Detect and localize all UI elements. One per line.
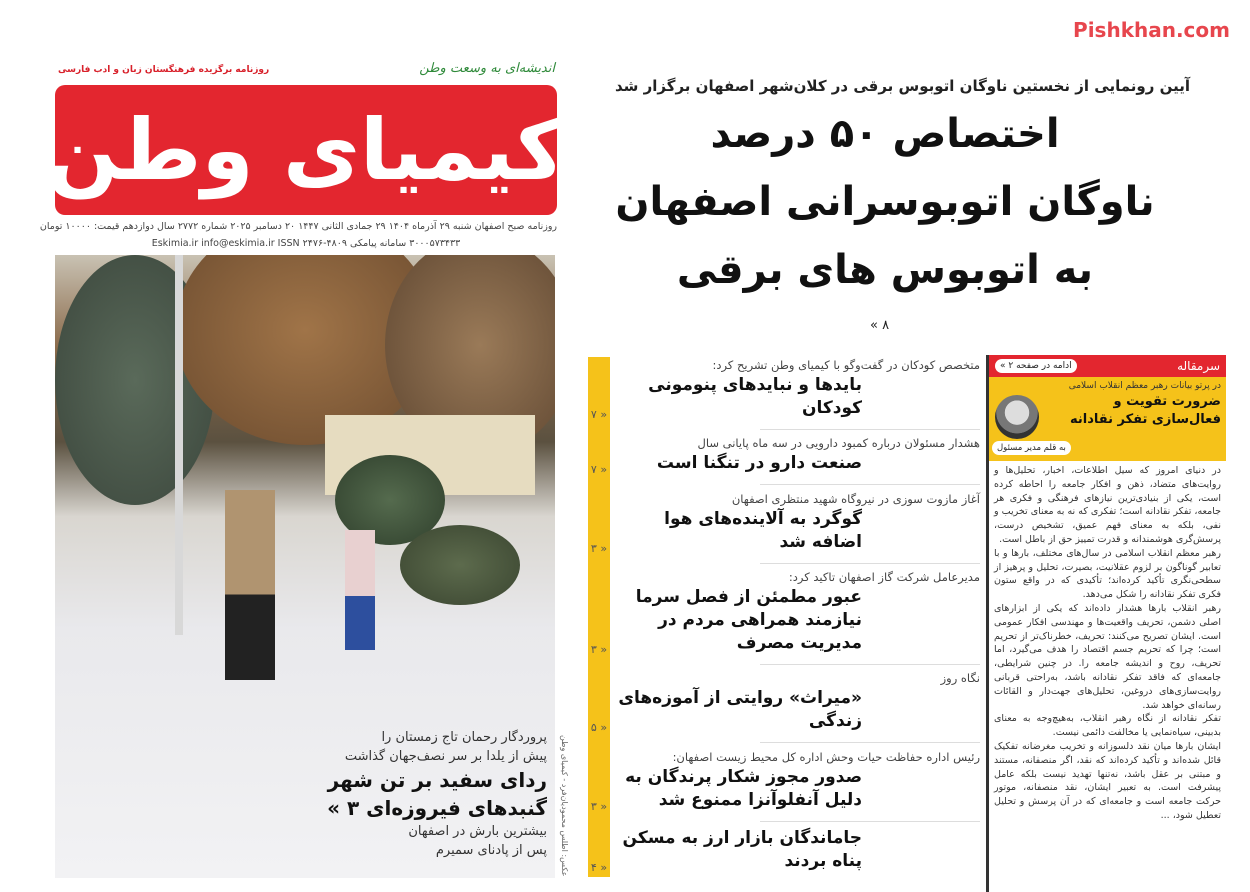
slogan: اندیشه‌ای به وسعت وطن <box>419 61 555 76</box>
masthead-title: کیمیای وطن <box>46 101 566 199</box>
item-kicker: متخصص کودکان در گفت‌وگو با کیمیای وطن تشریح کرد: <box>712 358 980 372</box>
news-list <box>588 357 980 877</box>
headline-line: به اتوبوس های برقی <box>676 247 1094 293</box>
editorial-kicker: در پرتو بیانات رهبر معظم انقلاب اسلامی <box>1068 381 1221 391</box>
editorial <box>986 355 1226 892</box>
news-item[interactable] <box>588 491 980 558</box>
item-headline[interactable]: عبور مطمئن از فصل سرما نیازمند همراهی مردم در مدیریت مصرف <box>635 586 862 653</box>
item-kicker: آغاز مازوت سوزی در نیروگاه شهید منتظری اصفهان <box>731 491 980 506</box>
watermark: Pishkhan.com <box>1073 18 1230 42</box>
page-ref[interactable]: ۷ » <box>590 408 608 421</box>
author-photo <box>995 395 1039 439</box>
divider <box>760 742 980 743</box>
news-item[interactable] <box>588 670 980 737</box>
paragraph: رهبر انقلاب بارها هشدار داده‌اند که یکی از ابزارهای اصلی دشمن، تحریف واقعیت‌ها و مهندسی افکار عمومی است. ایشان تصریح می‌کنند: تحریف، خطرناک‌تر از تحریم است؛ چرا که تحریم جسم اقتصاد را هدف می‌گیرد، اما تحریف، روح و اندیشه جامعه را. در چنین شرایطی، جامعه‌ای که فاقد تفکر نقادانه باشد، به‌راحتی قربانی روایت‌سازی‌های دروغین، تحلیل‌های جهت‌دار و القائات رسانه‌ای خواهد شد. <box>994 602 1221 711</box>
photo-kicker: پیش از یلدا بر سر نصف‌جهان گذاشت <box>344 749 547 764</box>
cover-photo <box>55 255 555 878</box>
photo-caption <box>287 728 547 860</box>
divider <box>760 664 980 665</box>
photo-subtitle: بیشترین بارش در اصفهان <box>408 824 547 839</box>
photo-subtitle: پس از پادنای سمیرم <box>435 843 547 858</box>
paragraph: تفکر نقادانه از نگاه رهبر انقلاب، به‌هیچ‌وجه به معنای بدبینی، سیاه‌نمایی یا مخالفت دائمی نیست. <box>994 713 1221 739</box>
photo-pole <box>175 255 183 635</box>
news-item[interactable] <box>588 435 980 479</box>
item-headline[interactable]: صنعت دارو در تنگنا است <box>656 453 862 474</box>
photo-headline[interactable]: ردای سفید بر تن شهر <box>327 768 547 792</box>
news-item[interactable] <box>588 357 980 424</box>
item-headline[interactable]: صدور مجوز شکار پرندگان به دلیل آنفلوآنزا ممنوع شد <box>625 766 862 810</box>
news-item[interactable] <box>588 827 980 877</box>
paragraph: در دنیای امروز که سیل اطلاعات، اخبار، تحلیل‌ها و روایت‌های متضاد، ذهن و افکار جامعه را احاطه کرده است، یکی از بنیادی‌ترین نیازهای فرهنگی و فکری هر جامعه، تفکر نقادانه است؛ تفکری که نه به معنای تخریب و نفی، بلکه به معنای فهم عمیق، تشخیص درست، پرسش‌گری هوشمندانه و قدرت تمییز حق از باطل است. <box>994 465 1221 545</box>
page-ref[interactable]: ۸ » <box>870 318 890 333</box>
page-ref[interactable]: ۵ » <box>590 721 608 735</box>
item-headline[interactable]: «میراث» روایتی از آموزه‌های زندگی <box>618 688 862 732</box>
divider <box>760 563 980 564</box>
divider <box>760 821 980 822</box>
item-headline[interactable]: جاماندگان بازار ارز به مسکن پناه بردند <box>622 827 862 871</box>
news-item[interactable] <box>588 569 980 659</box>
divider <box>760 484 980 485</box>
photo-person <box>225 490 275 680</box>
continued-link[interactable]: ادامه در صفحه ۲ » <box>995 359 1077 373</box>
item-kicker: هشدار مسئولان درباره کمبود دارویی در سه ماه پایانی سال <box>697 436 980 451</box>
photo-kicker: پروردگار رحمان تاج زمستان را <box>381 730 547 745</box>
page-ref[interactable]: ۴ » <box>590 860 608 874</box>
page-ref[interactable]: ۳ » <box>590 642 608 656</box>
paragraph: ایشان بارها میان نقد دلسوزانه و تخریب مغرضانه تفکیک قائل شده‌اند و تأکید کرده‌اند که نقد، اگر منصفانه، مستند و مبتنی بر عقل باشد، نه‌تنها تهدید نیست بلکه عامل پیشرفت است. به تعبیر ایشان، نقد منصفانه، موتور حرکت جامعه است و جامعه‌ای که در آن پرسش و تحلیل تعطیل شود، ... <box>994 740 1221 821</box>
photo-child <box>345 530 375 650</box>
photo-bush <box>400 525 520 605</box>
news-item[interactable] <box>588 749 980 816</box>
divider <box>760 429 980 430</box>
issue-info: روزنامه صبح اصفهان شنبه ۲۹ آذرماه ۱۴۰۴ ۲۹ جمادی الثانی ۱۴۴۷ ۲۰ دسامبر ۲۰۲۵ شماره ۲۷۷۲ سال دوازدهم قیمت: ۱۰۰۰۰ تومان <box>39 221 557 232</box>
byline: به قلم مدیر مسئول <box>992 441 1071 455</box>
photo-headline[interactable]: گنبدهای فیروزه‌ای ۳ » <box>327 796 547 820</box>
page-ref[interactable]: ۳ » <box>590 541 608 555</box>
page-ref[interactable]: ۷ » <box>590 463 608 477</box>
lead-headline[interactable] <box>575 100 1195 304</box>
paragraph: رهبر معظم انقلاب اسلامی در سال‌های مختلف، بارها و با تعابیر گوناگون بر لزوم عقلانیت، بصیرت، تحلیل و پرهیز از سطحی‌نگری تأکید کرده‌اند؛ تأکیدی که در واقع ستون فکری تفکر نقادانه را شکل می‌دهد. <box>994 547 1221 601</box>
lead-kicker: آیین رونمایی از نخستین ناوگان اتوبوس برقی در کلان‌شهر اصفهان برگزار شد <box>615 77 1190 95</box>
editorial-title[interactable]: فعال‌سازی تفکر نقادانه <box>1069 412 1221 427</box>
editorial-header <box>989 355 1226 377</box>
item-kicker: رئیس اداره حفاظت حیات وحش اداره کل محیط زیست اصفهان: <box>672 749 980 764</box>
masthead-logo <box>46 85 566 215</box>
headline-line: اختصاص ۵۰ درصد <box>710 111 1060 157</box>
page-ref[interactable]: ۳ » <box>590 799 608 813</box>
headline-line: ناوگان اتوبوسرانی اصفهان <box>615 179 1155 225</box>
item-headline[interactable]: بایدها و نبایدهای پنومونی کودکان <box>648 375 862 418</box>
editorial-title[interactable]: ضرورت تقویت و <box>1113 394 1221 409</box>
editorial-body <box>989 461 1226 826</box>
item-kicker: مدیرعامل شرکت گاز اصفهان تاکید کرد: <box>788 569 980 584</box>
item-kicker: نگاه روز <box>940 671 980 686</box>
photo-credit: عکس: اطلس محمودیان‌فرد - کیمیای وطن <box>560 735 569 877</box>
tagline: روزنامه برگزیده فرهنگستان زبان و ادب فارسی <box>58 65 270 75</box>
item-headline[interactable]: گوگرد به آلاینده‌های هوا اضافه شد <box>664 508 862 552</box>
section-label: سرمقاله <box>1177 359 1220 373</box>
contact-info: ۳۰۰۰۵۷۳۴۳۳ سامانه پیامکی Eskimia.ir info@eskimia.ir ISSN ۲۴۷۶-۴۸۰۹ <box>151 238 461 249</box>
editorial-title-box <box>989 377 1226 461</box>
